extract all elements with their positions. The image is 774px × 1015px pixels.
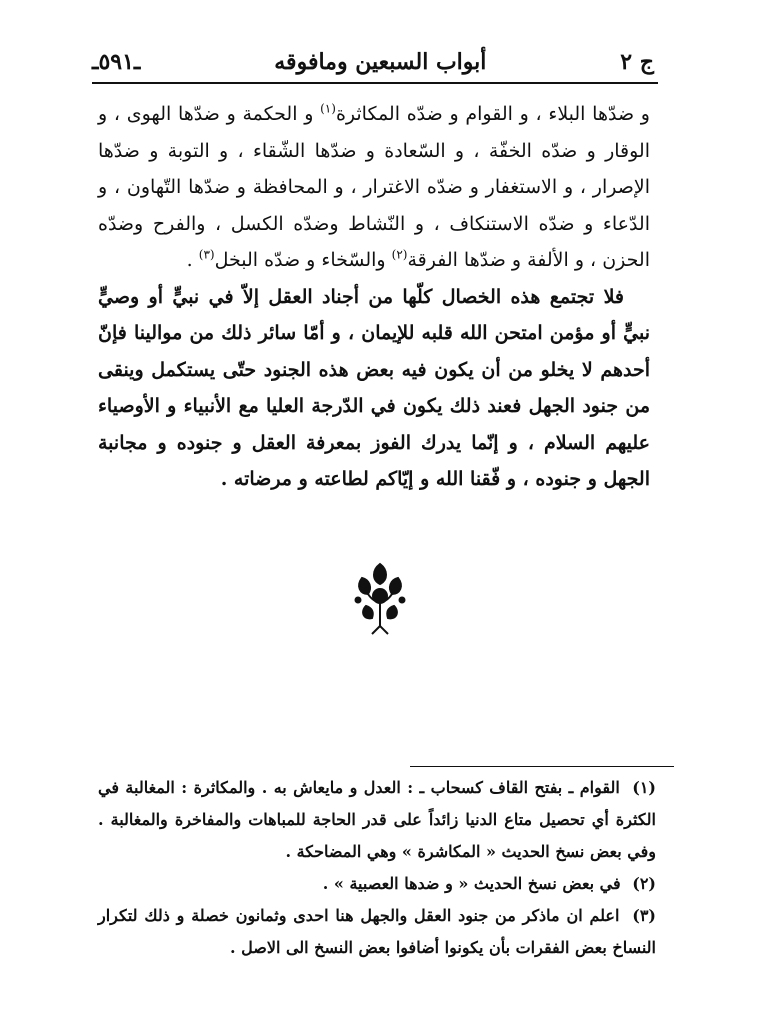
main-text bbox=[98, 96, 650, 498]
page-header bbox=[92, 44, 654, 80]
footnote-1-text: القوام ـ بفتح القاف كسحاب ـ : العدل و مايعاش به . والمكاثرة : المغالبة في الكثرة أي تحصيل متاع الدنيا زائداً على قدر الحاجة للمباهات والمفاخرة والمغالبة . وفي بعض نسخ الحديث « المكاشرة » وهي المضاحكة . bbox=[98, 778, 656, 861]
floral-ornament-icon bbox=[346, 556, 414, 636]
footnote-divider bbox=[410, 766, 674, 767]
footnote-2-text: في بعض نسخ الحديث « و ضدها العصبية » . bbox=[322, 874, 621, 893]
paragraph-1-part-c: والسّخاء و ضدّه البخل bbox=[214, 249, 386, 271]
footnote-ref-3: (٣) bbox=[198, 247, 215, 262]
footnote-2-number: (٢) bbox=[632, 874, 656, 893]
footnote-2 bbox=[98, 868, 656, 900]
footnote-3 bbox=[98, 900, 656, 964]
footnote-ref-2: (٢) bbox=[391, 247, 408, 262]
footnote-1-number: (١) bbox=[632, 778, 656, 797]
paragraph-1-part-a: و ضدّها البلاء ، و القوام و ضدّه المكاثرة bbox=[335, 103, 650, 125]
paragraph-2: فلا تجتمع هذه الخصال كلّها من أجناد العقل إلاّ في نبيٍّ أو وصيٍّ نبيٍّ أو مؤمن امتحن الله قلبه للإيمان ، و أمّا سائر ذلك من موالينا فإنّ أحدهم لا يخلو من أن يكون فيه بعض هذه الجنود حتّى يستكمل وينقى من جنود الجهل فعند ذلك يكون في الدّرجة العليا مع الأنبياء و الأوصياء عليهم السلام ، و إنّما يدرك الفوز بمعرفة العقل و جنوده و مجانبة الجهل و جنوده ، و فّقنا الله و إيّاكم لطاعته و مرضاته . bbox=[98, 285, 650, 490]
page-number: ـ٥٩١ـ bbox=[92, 49, 141, 75]
header-divider bbox=[92, 82, 658, 84]
footnote-ref-1: (١) bbox=[320, 101, 336, 116]
footnote-3-text: اعلم ان ماذكر من جنود العقل والجهل هنا احدى وثمانون خصلة و ذلك لتكرار النساخ بعض الفقرات بأن يكونوا أضافوا بعض النسخ الى الاصل . bbox=[98, 906, 656, 957]
paragraph-1-part-b: و الحكمة و ضدّها الهوى ، و الوقار و ضدّه الخفّة ، و السّعادة و ضدّها الشّقاء ، و التوبة و ضدّها الإصرار ، و الاستغفار و ضدّه الاغترار ، و المحافظة و ضدّها التّهاون ، و الدّعاء و ضدّه الاستنكاف ، و النّشاط وضدّه الكسل ، والفرح وضدّه الحزن ، و الألفة و ضدّها الفرقة bbox=[98, 103, 650, 271]
chapter-title: أبواب السبعين ومافوقه bbox=[274, 49, 487, 75]
paragraph-1-part-d: . bbox=[186, 249, 193, 271]
footnote-3-number: (٣) bbox=[632, 906, 656, 925]
volume-label: ج ٢ bbox=[620, 49, 654, 75]
paragraph-1 bbox=[98, 96, 650, 279]
footnote-1 bbox=[98, 772, 656, 868]
footnotes bbox=[98, 772, 656, 964]
